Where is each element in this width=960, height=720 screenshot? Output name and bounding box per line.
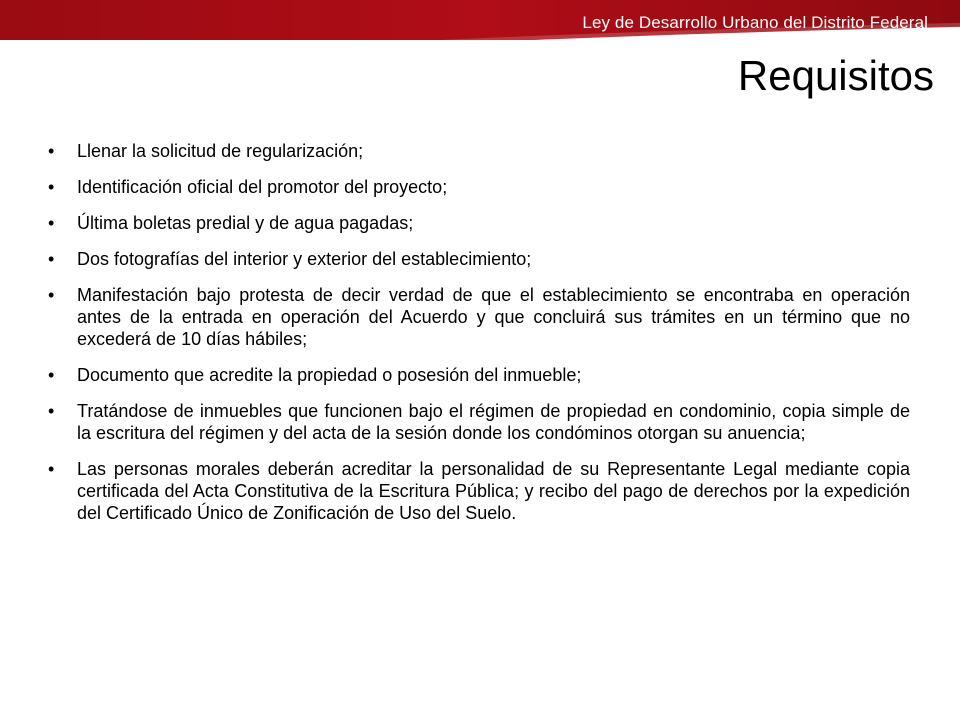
list-item xyxy=(48,364,910,386)
bullet-glyph: • xyxy=(48,459,55,479)
requirements-list xyxy=(48,140,910,538)
list-item xyxy=(48,212,910,234)
header-subtitle: Ley de Desarrollo Urbano del Distrito Federal xyxy=(582,13,928,32)
list-item xyxy=(48,284,910,350)
list-item-text: Llenar la solicitud de regularización; xyxy=(77,141,364,161)
page-title: Requisitos xyxy=(737,52,934,99)
list-item-text: Manifestación bajo protesta de decir verdad de que el establecimiento se encontraba en operación antes de la entrada en operación del Acuerdo y que concluirá sus trámites en un término que no excederá de 10 días hábiles; xyxy=(77,285,910,349)
bullet-glyph: • xyxy=(48,213,55,233)
bullet-glyph: • xyxy=(48,177,55,197)
bullet-glyph: • xyxy=(48,401,55,421)
list-item-text: Las personas morales deberán acreditar la personalidad de su Representante Legal mediante copia certificada del Acta Constitutiva de la Escritura Pública; y recibo del pago de derechos por la expedición del Certificado Único de Zonificación de Uso del Suelo. xyxy=(77,459,910,523)
bullet-glyph: • xyxy=(48,365,55,385)
bullet-glyph: • xyxy=(48,249,55,269)
list-item xyxy=(48,248,910,270)
list-item-text: Documento que acredite la propiedad o posesión del inmueble; xyxy=(77,365,582,385)
list-item-text: Dos fotografías del interior y exterior del establecimiento; xyxy=(77,249,532,269)
list-item-text: Última boletas predial y de agua pagadas; xyxy=(77,213,414,233)
bullet-glyph: • xyxy=(48,285,55,305)
list-item xyxy=(48,400,910,444)
list-item xyxy=(48,458,910,524)
list-item-text: Identificación oficial del promotor del proyecto; xyxy=(77,177,448,197)
list-item-text: Tratándose de inmuebles que funcionen bajo el régimen de propiedad en condominio, copia simple de la escritura del régimen y del acta de la sesión donde los condóminos otorgan su anuencia; xyxy=(77,401,910,443)
header-band xyxy=(0,0,960,40)
list-item xyxy=(48,140,910,162)
bullet-glyph: • xyxy=(48,141,55,161)
list-item xyxy=(48,176,910,198)
